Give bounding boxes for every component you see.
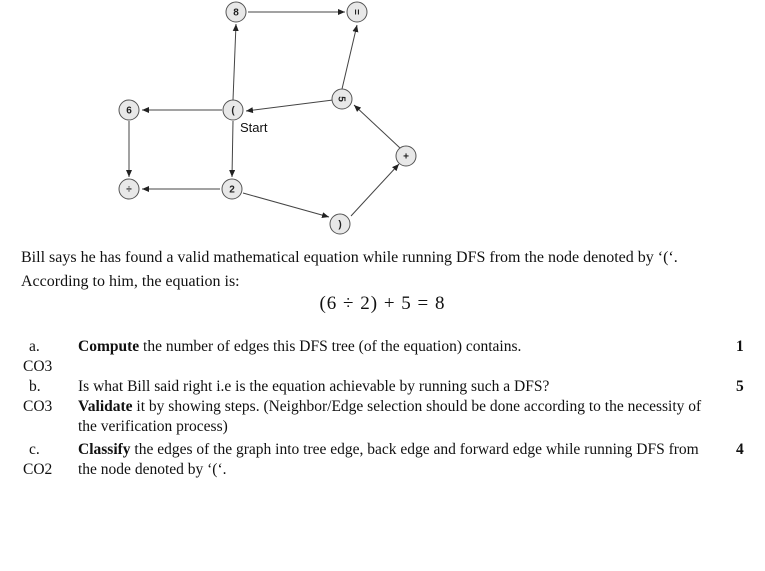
edge-open-to-8 [233,24,236,100]
node-label: + [403,151,409,163]
question-text [78,440,708,480]
question-marks: 4 [736,441,744,458]
node-label: 5 [335,96,347,102]
node-label: ) [338,219,342,231]
question-verb: Validate [78,398,133,415]
node-label: ÷ [126,184,132,196]
question-letter: b. [29,378,41,395]
edge-5-to-open [246,100,333,111]
question-text [78,377,708,437]
question-marks: 5 [736,378,744,395]
question-verb: Compute [78,338,140,355]
course-outcome: CO2 [23,461,53,478]
question-body: the number of edges this DFS tree (of the equation) contains. [139,338,522,355]
question-body-line1: Is what Bill said right i.e is the equation achievable by running such a DFS? [78,378,550,395]
question-letter: c. [29,441,40,458]
equation: (6 ÷ 2) + 5 = 8 [319,293,446,314]
question-paragraph: Bill says he has found a valid mathematical equation while running DFS from the node denoted by ‘(‘. According to him, the equation is: [21,249,678,290]
node-label: ( [231,105,235,117]
edge-open-to-2 [232,121,233,177]
edge-close-to-plus [351,164,399,216]
start-label: Start [240,120,268,135]
question-verb: Classify [78,441,131,458]
edge-plus-to-5 [354,105,400,148]
node-label: 6 [126,105,132,117]
question-letter: a. [29,338,40,355]
edge-2-to-close [243,193,329,217]
node-label: = [350,9,362,15]
course-outcome: CO3 [23,398,53,415]
question-b [0,377,765,439]
graph-diagram [0,0,765,240]
question-marks: 1 [736,338,744,355]
node-label: 8 [233,7,239,19]
course-outcome: CO3 [23,358,53,375]
node-label: 2 [229,184,235,196]
question-c [0,440,765,480]
edge-5-to-eq [342,25,357,89]
question-body: it by showing steps. (Neighbor/Edge selection should be done according to the necessity of the verification process) [78,398,702,435]
question-text [78,337,708,357]
question-a [0,337,765,377]
question-body: the edges of the graph into tree edge, back edge and forward edge while running DFS from the node denoted by ‘(‘. [78,441,699,478]
